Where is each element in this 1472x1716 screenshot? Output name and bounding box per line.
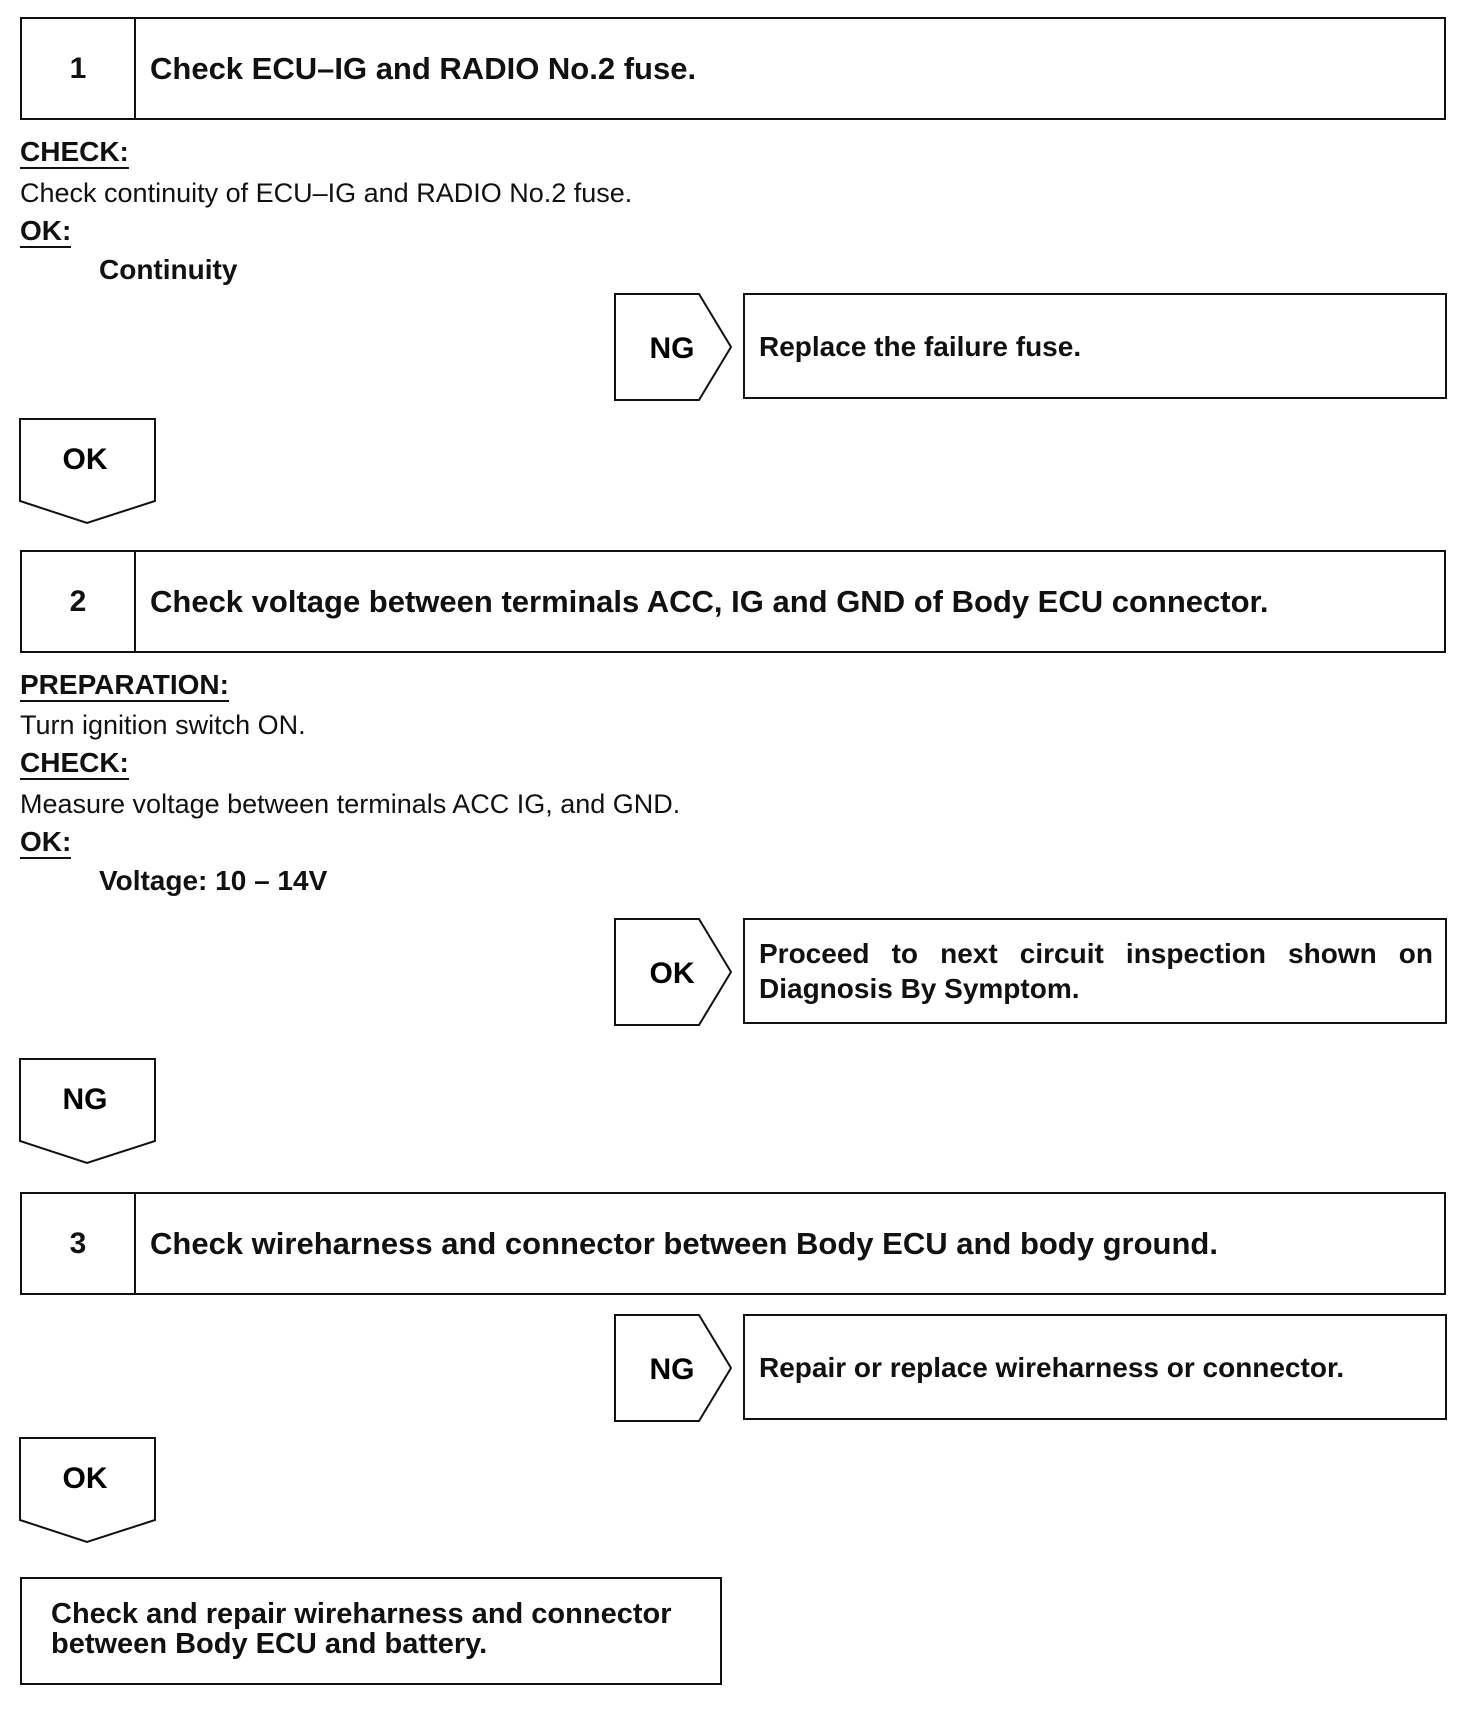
step-2-ng-flow-arrow bbox=[19, 1058, 159, 1166]
step-3-number: 3 bbox=[22, 1194, 136, 1293]
step-1-ok-label: OK: bbox=[20, 215, 72, 246]
step-2-check-text: Measure voltage between terminals ACC IG, and GND. bbox=[20, 789, 681, 819]
step-1-check-text: Check continuity of ECU–IG and RADIO No.2 fuse. bbox=[20, 178, 633, 208]
step-3-ok-flow-arrow bbox=[19, 1437, 159, 1545]
step-3-ng-arrow bbox=[614, 1314, 744, 1423]
step-1-ng-label: NG bbox=[649, 332, 695, 365]
step-1-number: 1 bbox=[22, 19, 136, 118]
step-2-ok-result bbox=[743, 918, 1447, 1024]
step-2-ok-value: Voltage: 10 – 14V bbox=[99, 865, 328, 896]
step-2-number: 2 bbox=[22, 552, 136, 651]
step-3-box bbox=[20, 1192, 1446, 1295]
step-2-box bbox=[20, 550, 1446, 653]
step-1-check-label: CHECK: bbox=[20, 136, 129, 167]
step-3-ng-label: NG bbox=[649, 1353, 695, 1386]
step-1-ok-value: Continuity bbox=[99, 254, 238, 285]
step-2-title: Check voltage between terminals ACC, IG and GND of Body ECU connector. bbox=[150, 583, 1269, 619]
final-action-box: Check and repair wireharness and connector between Body ECU and battery. bbox=[20, 1577, 722, 1685]
step-1-ok-flow-label: OK bbox=[62, 443, 108, 476]
step-1-ng-result: Replace the failure fuse. bbox=[743, 293, 1447, 399]
step-3-ok-flow-label: OK bbox=[62, 1462, 108, 1495]
step-2-check-label: CHECK: bbox=[20, 747, 129, 778]
step-2-ok-result-text: Proceed to next circuit inspection shown on Diagnosis By Symptom. bbox=[759, 938, 1433, 1004]
step-1-box bbox=[20, 17, 1446, 120]
step-1-ng-arrow bbox=[614, 293, 744, 402]
step-2-preparation-label: PREPARATION: bbox=[20, 669, 229, 700]
step-2-ok-arrow bbox=[614, 918, 744, 1027]
step-2-preparation-text: Turn ignition switch ON. bbox=[20, 710, 306, 740]
step-3-title: Check wireharness and connector between Body ECU and body ground. bbox=[150, 1225, 1218, 1261]
step-1-ok-flow-arrow bbox=[19, 418, 159, 526]
step-2-ok-label: OK: bbox=[20, 826, 72, 857]
step-2-ok-label-text: OK bbox=[649, 957, 695, 990]
step-1-title: Check ECU–IG and RADIO No.2 fuse. bbox=[150, 50, 697, 86]
step-2-ng-flow-label: NG bbox=[62, 1083, 108, 1116]
step-3-ng-result: Repair or replace wireharness or connector. bbox=[743, 1314, 1447, 1420]
